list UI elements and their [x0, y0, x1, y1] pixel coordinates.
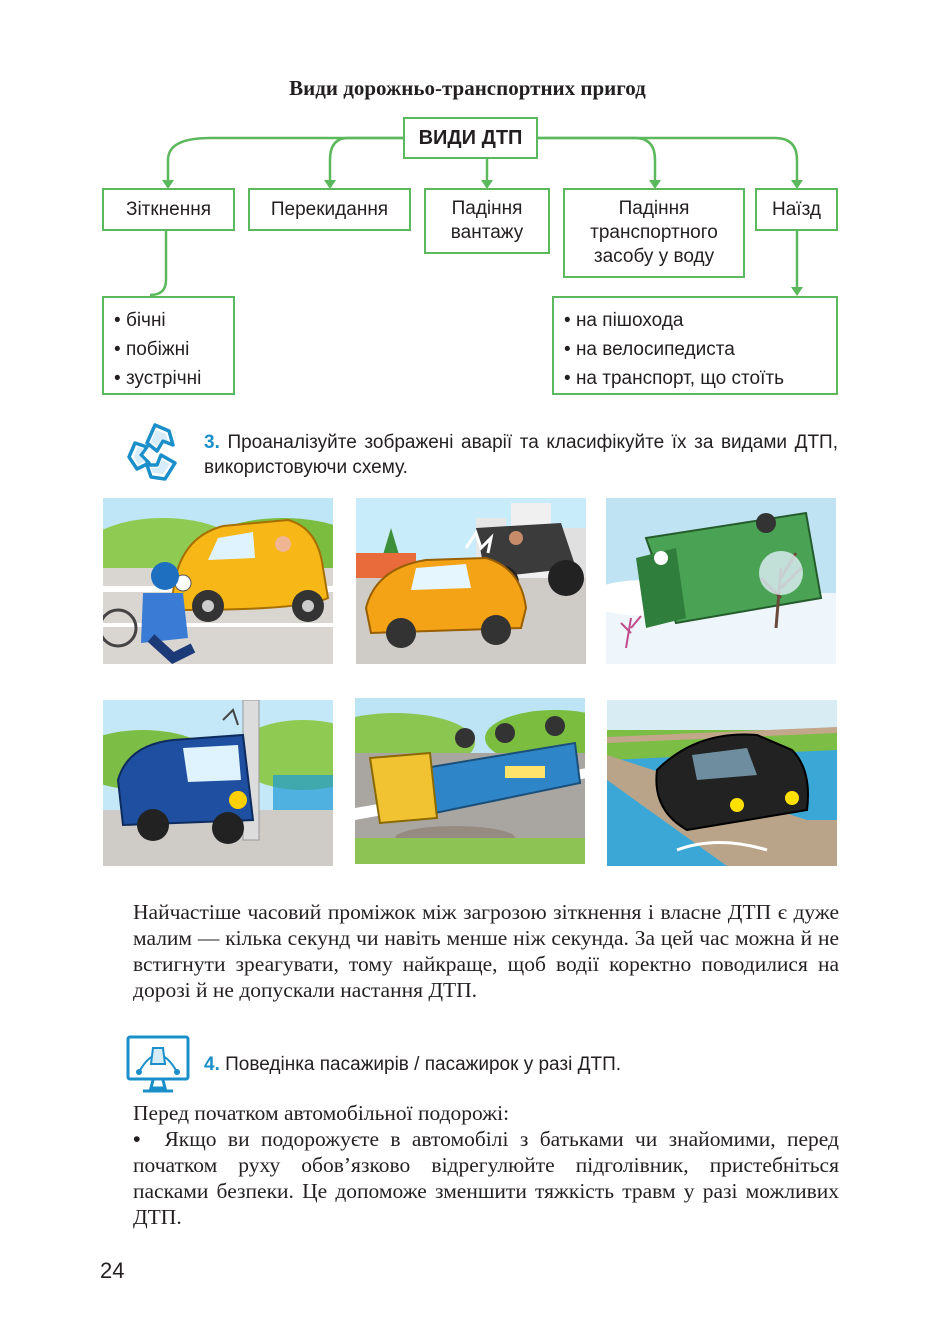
type-vehicle-into-water: Падіння транспортного засобу у воду	[563, 188, 745, 278]
illustration-cyclist-hit	[103, 498, 333, 664]
illustration-side-collision	[356, 498, 586, 664]
recycle-arrows-icon	[125, 421, 189, 483]
type-rollover: Перекидання	[248, 188, 411, 231]
page-number: 24	[100, 1258, 125, 1283]
illustration-car-into-water	[607, 700, 837, 866]
list-item: • бічні	[114, 306, 223, 335]
paragraph-text: Найчастіше часовий проміжок між загрозою зіткнення і власне ДТП є дуже малим — кілька секунд чи навіть менше ніж секунда. За цей час можна й не встигнути зреагувати, тому найкраще, щоб водії коректно поводилися на дорозі й не допускали настання ДТП.	[133, 900, 839, 1002]
list-item: • на транспорт, що стоїть	[564, 364, 826, 393]
type-collision: Зіткнення	[102, 188, 235, 231]
list-item: • на велосипедиста	[564, 335, 826, 364]
scheme-root: ВИДИ ДТП	[403, 117, 538, 159]
list-item: • зустрічні	[114, 364, 223, 393]
task-4-text: Поведінка пасажирів / пасажирок у разі ДТП.	[225, 1054, 622, 1075]
illustration-van-pole	[103, 700, 333, 866]
before-trip-heading: Перед початком автомобільної подорожі:	[133, 1101, 510, 1125]
bullet-text: Якщо ви подорожуєте в автомобілі з батьками чи знайомими, перед початком руху обов’язково відрегулюйте підголівник, пристебніться пасками безпеки. Це допоможе зменшити тяжкість травм у разі можливих ДТП.	[133, 1127, 839, 1229]
main-paragraph	[133, 899, 839, 1003]
task-4	[204, 1052, 838, 1077]
task-3	[204, 430, 838, 480]
task-4-number: 4.	[204, 1054, 220, 1075]
task-3-number: 3.	[204, 432, 220, 453]
list-item: • на пішохода	[564, 306, 826, 335]
illustration-tanker-overturn	[355, 698, 585, 864]
task-3-text: Проаналізуйте зображені аварії та класифікуйте їх за видами ДТП, використовуючи схему.	[204, 432, 838, 478]
section-title: Види дорожньо-транспортних пригод	[289, 76, 646, 100]
type-hit: Наїзд	[755, 188, 838, 231]
bullet-marker: •	[133, 1127, 165, 1151]
bullet-item	[133, 1126, 839, 1230]
hit-kinds-list	[552, 296, 838, 395]
illustration-rollover	[606, 498, 836, 664]
collision-kinds-list	[102, 296, 235, 395]
type-cargo-fall: Падіння вантажу	[424, 188, 550, 254]
monitor-icon	[125, 1034, 191, 1096]
list-item: • побіжні	[114, 335, 223, 364]
